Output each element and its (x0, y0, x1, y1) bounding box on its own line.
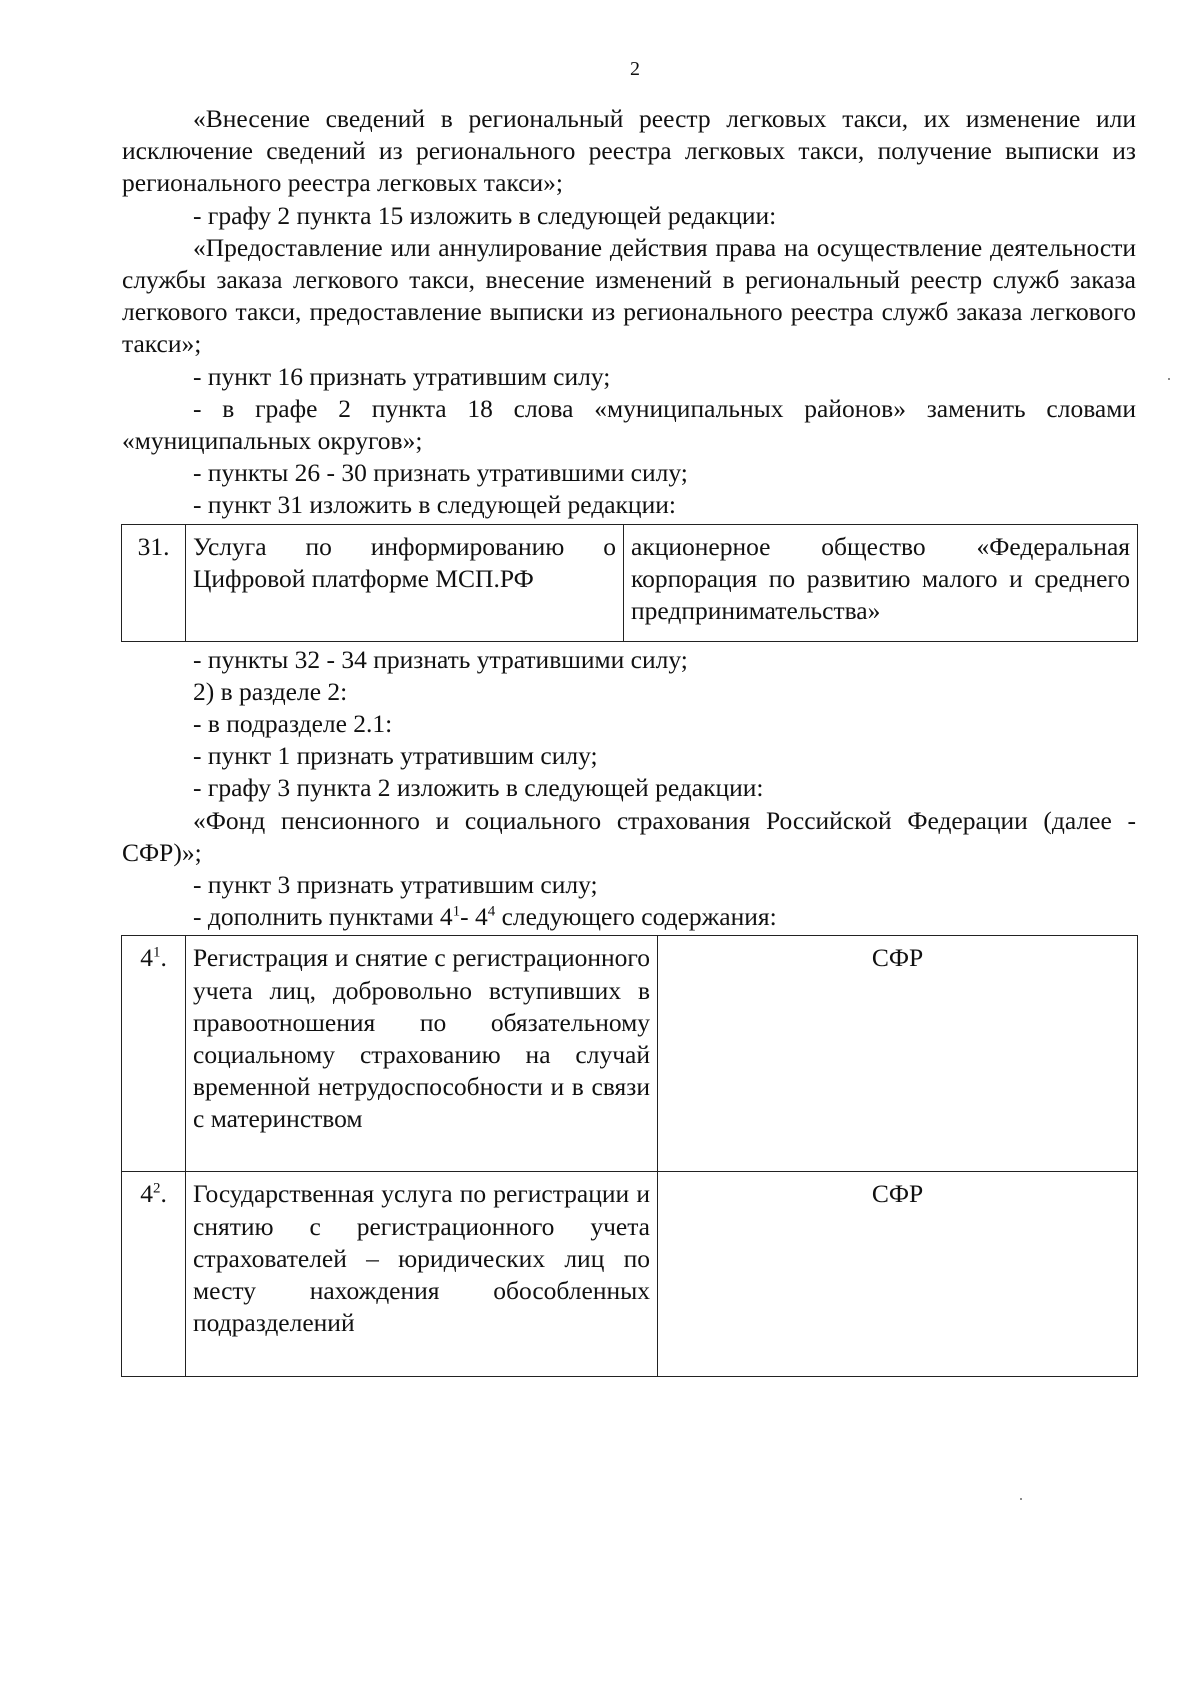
table-item-31 (121, 524, 1138, 642)
row-number-dot: . (160, 943, 167, 973)
table-row (122, 936, 1138, 1172)
table-row (122, 524, 1138, 641)
row-number-base: 4 (140, 943, 153, 973)
row-number (122, 936, 186, 1172)
paragraph-item-16: - пункт 16 признать утратившим силу; (193, 361, 611, 391)
service-organization: СФР (658, 1172, 1138, 1377)
scan-speck (1020, 1498, 1022, 1500)
paragraph-taxi-service: «Предоставление или аннулирование действия права на осуществление деятельности службы заказа легкового такси, внесение изменений в региональный реестр служб заказа легкового такси, предоставление выписки из регионального реестра служб заказа легкового такси»; (122, 232, 1136, 359)
table-items-4 (121, 935, 1138, 1377)
paragraph-items-32-34: - пункты 32 - 34 признать утратившими силу; (193, 644, 688, 674)
paragraph-subsection-2-1: - в подразделе 2.1: (193, 709, 393, 739)
paragraph-item-1: - пункт 1 признать утратившим силу; (193, 741, 598, 771)
paragraph-item-31: - пункт 31 изложить в следующей редакции: (193, 490, 676, 520)
paragraph-section-2: 2) в разделе 2: (193, 676, 348, 706)
paragraph-item-3: - пункт 3 признать утратившим силу; (193, 870, 598, 900)
page-number: 2 (630, 58, 640, 80)
add-items-sup-end: 4 (487, 903, 496, 920)
service-name: Регистрация и снятие с регистрационного учета лиц, добровольно вступивших в правоотношения по обязательному социальному страхованию на случай временной нетрудоспособности и в связи с материнством (186, 936, 658, 1172)
add-items-prefix: - дополнить пунктами 4 (193, 902, 453, 932)
paragraph-item-2: - графу 3 пункта 2 изложить в следующей редакции: (193, 773, 764, 803)
table-row (122, 1172, 1138, 1377)
row-number-dot: . (160, 1179, 167, 1209)
service-organization: акционерное общество «Федеральная корпорация по развитию малого и среднего предпринимательства» (624, 524, 1138, 641)
paragraph-item-18: - в графе 2 пункта 18 слова «муниципальных районов» заменить словами «муниципальных округов»; (122, 393, 1136, 456)
row-number: 31. (122, 524, 186, 641)
add-items-sup-start: 1 (452, 903, 461, 920)
service-organization: СФР (658, 936, 1138, 1172)
row-number (122, 1172, 186, 1377)
row-number-base: 4 (140, 1179, 153, 1209)
row-number-sup: 2 (152, 1180, 161, 1197)
add-items-suffix: следующего содержания: (495, 902, 777, 932)
document-body (122, 103, 1136, 1379)
paragraph-taxi-registry: «Внесение сведений в региональный реестр легковых такси, их изменение или исключение сведений из регионального реестра легковых такси, получение выписки из регионального реестра легковых такси»; (122, 104, 1136, 198)
service-name: Государственная услуга по регистрации и снятию с регистрационного учета страхователей – юридических лиц по месту нахождения обособленных подразделений (186, 1172, 658, 1377)
paragraph-sfr: «Фонд пенсионного и социального страхования Российской Федерации (далее - СФР)»; (122, 805, 1136, 867)
add-items-middle: - 4 (460, 902, 488, 932)
row-number-sup: 1 (152, 944, 161, 961)
paragraph-item-15: - графу 2 пункта 15 изложить в следующей редакции: (193, 200, 777, 230)
paragraph-items-26-30: - пункты 26 - 30 признать утратившими силу; (193, 458, 688, 488)
scan-speck (1168, 378, 1170, 380)
service-name: Услуга по информированию о Цифровой платформе МСП.РФ (186, 524, 624, 641)
paragraph-add-items (122, 901, 1136, 933)
